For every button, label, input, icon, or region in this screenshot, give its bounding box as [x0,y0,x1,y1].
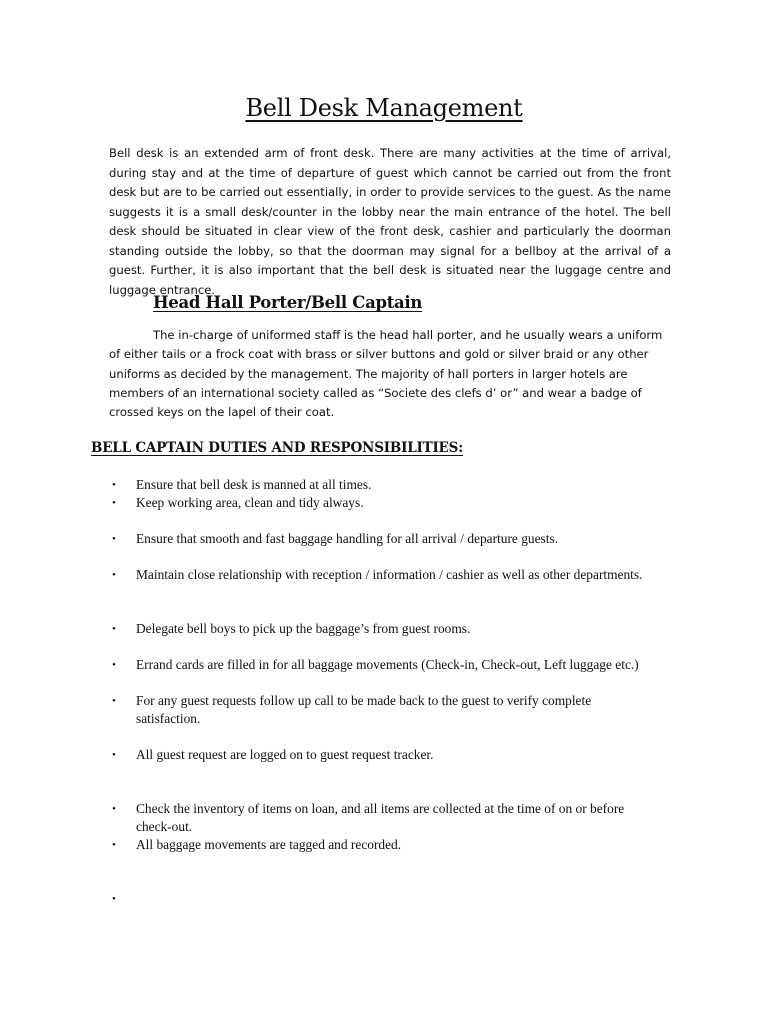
duty-item [112,836,652,854]
duty-item [112,620,652,638]
duty-text: For any guest requests follow up call to be made back to the guest to verify complete satisfaction. [136,693,592,726]
duty-text: Check the inventory of items on loan, and all items are collected at the time of on or before check-out. [136,801,625,834]
duty-text: Maintain close relationship with reception / information / cashier as well as other departments. [136,567,643,582]
duty-item [112,656,652,674]
bullet-icon: • [112,479,116,491]
duty-text: Errand cards are filled in for all baggage movements (Check-in, Check-out, Left luggage etc.) [136,657,639,672]
bullet-icon: • [112,839,116,851]
bullet-icon: • [112,497,116,509]
duty-item [112,494,652,512]
duties-heading: BELL CAPTAIN DUTIES AND RESPONSIBILITIES: [91,440,463,456]
duty-text: All baggage movements are tagged and recorded. [136,837,402,852]
duty-text: All guest request are logged on to guest request tracker. [136,747,434,762]
duty-item [112,692,652,728]
bullet-icon: • [112,533,116,545]
duty-text: Ensure that bell desk is manned at all times. [136,477,372,492]
duty-text: Delegate bell boys to pick up the baggage’s from guest rooms. [136,621,471,636]
duty-item [112,476,652,494]
duty-item [112,800,652,836]
bullet-icon: • [112,695,116,707]
bullet-icon: • [112,893,116,905]
duty-item [112,566,652,584]
bullet-icon: • [112,569,116,581]
section-paragraph: The in-charge of uniformed staff is the head hall porter, and he usually wears a uniform of either tails or a frock coat with brass or silver buttons and gold or silver braid or any other uniforms as decided by the management. The majority of hall porters in larger hotels are members of an international society called as “Societe des clefs d’ or” and wear a badge of crossed keys on the lapel of their coat. [109,328,663,420]
document-title: Bell Desk Management [245,94,523,122]
duty-item [112,746,652,764]
bullet-icon: • [112,623,116,635]
duty-text: Keep working area, clean and tidy always. [136,495,364,510]
bullet-icon: • [112,749,116,761]
bullet-icon: • [112,659,116,671]
intro-paragraph: Bell desk is an extended arm of front desk. There are many activities at the time of arrival, during stay and at the time of departure of guest which cannot be carried out from the front desk but are to be carried out essentially, in order to provide services to the guest. As the name suggests it is a small desk/counter in the lobby near the main entrance of the hotel. The bell desk should be situated in clear view of the front desk, cashier and particularly the doorman standing outside the lobby, so that the doorman may signal for a bellboy at the arrival of a guest. Further, it is also important that the bell desk is situated near the luggage centre and luggage entrance. [109,146,671,297]
section-heading: Head Hall Porter/Bell Captain [153,293,423,312]
duty-text: Ensure that smooth and fast baggage handling for all arrival / departure guests. [136,531,559,546]
duty-item [112,530,652,548]
bullet-icon: • [112,803,116,815]
